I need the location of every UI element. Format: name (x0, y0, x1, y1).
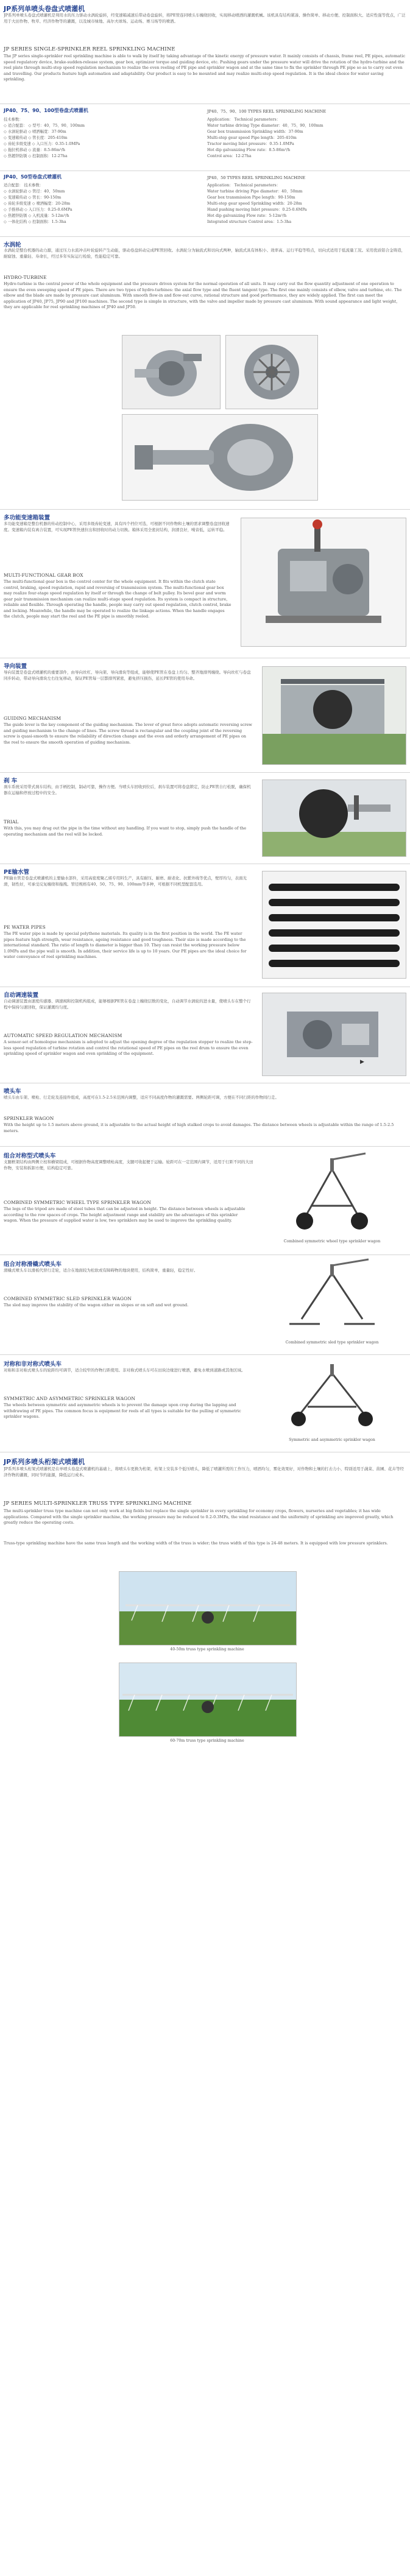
spec-row: ◇ 适合配套： ◇ 型号：40、75、90、100mm (4, 124, 85, 128)
sym-wagon-paragraph-cn: 对称和非对称式喷头车的轮距均可调节，适合较窄的作物行距使用。非对称式喷头车可在田块边缘进行喷洒，避免水喷到道路或其他区域。 (4, 1368, 246, 1373)
spec-list-en (207, 117, 405, 160)
sym-wagon-paragraph-en: The wheels between symmetric and asymmetric wheels is to prevent the damage upon crop during the lapping and withdrawing of PE pipes. The common focus is equipment for reels of all types is suitable for the pulling of symmetric sprinkler wagons. (4, 1402, 241, 1419)
divider (0, 1354, 410, 1355)
divider (0, 509, 410, 510)
section-title-en: MULTI-FUNCTIONAL GEAR BOX (4, 572, 83, 578)
model-title-en: JP40、50 TYPES REEL SPRINKLING MACHINE (207, 175, 306, 180)
section-title-cn: JP系列多喷头桁架式喷灌机 (4, 1458, 85, 1466)
spec-row: ◇ 拖拉机移动 ◇ 流量：8.5-86m³/h (4, 148, 65, 152)
spec-list-cn (4, 183, 199, 225)
spec-row: ◇ 变速箱传动 ◇ 管长：90-150m (4, 195, 62, 200)
divider (0, 1146, 410, 1147)
spec-row: Integrated structure Control area：1.5-3ha (207, 220, 292, 224)
spec-row: Application： Technical parameters： (207, 118, 281, 122)
intro-paragraph-cn: JP系列单喷头卷盘式喷灌机是利用水的压力驱动水涡轮旋转，经变速箱减速后带动卷盘旋转，将PE管连同喷头车缠绕回收，实现移动喷洒的灌溉机械。该机具有结构紧凑、操作简单、移动方便、控制面积大、适应性强等优点，广泛用于大田作物、牧草、经济作物等的灌溉，以及城市绿地、高尔夫球场、运动场、赛马场等的喷洒。 (4, 13, 406, 24)
speed-paragraph-cn: 自动调速装置由速度传感器、调速阀和控制机构组成，能够根据PE管在卷盘上缠绕层数的变化，自动调节水涡轮的进水量，使喷头车在整个行程中保持匀速回收，保证灌溉均匀度。 (4, 999, 251, 1010)
brake-paragraph-en: With this, you may drag out the pipe in the time without any handling. If you want to stop, simply push the handle of the operating mechanism and the reel will be locked. (4, 826, 247, 837)
spec-row: ◇ 一体化结构 ◇ 控制面积：1.5-3ha (4, 220, 66, 224)
brake-paragraph-cn: 刹车系统采用带式刹车结构，由手柄控制，制动可靠，操作方便。当喷头车回收到位后，刹车装置可将卷盘锁定，防止PE管自行松脱，确保机器在运输和停放过程中的安全。 (4, 784, 251, 795)
truss-paragraph-en: The multi-sprinkler truss type machine can not only work at big fields but replace the single sprinkler in every sprinkling for economy crops, flowers, nurseries and vegetables; it has wide applications. Compared with the single sprinkler machine, the working pressure may be reduced to 0.2-0.3MPa, the wind resistance and the uniformity of sprinkling are improved greatly, which greatly reduce the operating costs. (4, 1508, 394, 1525)
section-title-en: AUTOMATIC SPEED REGULATION MECHANISM (4, 1033, 122, 1038)
truss-photo-2 (119, 1663, 297, 1737)
spec-list-en (207, 183, 405, 225)
pe-paragraph-cn: PE输水管是卷盘式喷灌机的主要输水部件，采用高密度聚乙烯专用料生产，具有耐压、耐磨、耐老化、抗紫外线等优点，壁厚均匀，表面光滑，韧性好，可承受反复缠绕和拖拽。管径规格有40、50、75、90、100mm等多种，可根据不同机型配套选用。 (4, 876, 247, 887)
spec-row: ◇ 齿轮多级变速 ◇ 喷洒幅宽：20-28m (4, 202, 71, 206)
section-title-en: HYDRO-TURBINE (4, 275, 47, 280)
speed-paragraph-en: A sensor-set of homologue mechanism is adopted to adjust the opening degree of the regulation stopper to realize the step-less speed regulation of turbine rotation and control the rotational speed of PE pipes on the reel drum to ensure the even sprinkling speed of sprinkler wagon and even sprinkling of the equipment. (4, 1040, 253, 1056)
section-title-en: COMBINED SYMMETRIC SLED SPRINKLER WAGON (4, 1296, 132, 1301)
truss-paragraph-en-2: Truss-type sprinkling machine have the same truss length and the working width of the truss is wider; the truss width of this type is 24-48 meters. It is equipped with low pressure sprinklers. (4, 1541, 388, 1546)
wagon-paragraph-cn: 喷头车由车架、喷枪、行走轮及连接件组成，高度可在1.5-2.5米范围内调整，适应不同高度作物的灌溉需要。两侧轮距可调，方便在不同行距的作物间行走。 (4, 1095, 279, 1100)
spec-row: ◇ 热镀锌防锈 ◇ 控制面积：12-27ha (4, 154, 68, 158)
section-title-cn: 喷头车 (4, 1088, 21, 1095)
turbine-paragraph-cn: 水涡轮是整台机器的动力源，通过压力水流冲击叶轮旋转产生动能，驱动卷盘转动完成PE管回收。水涡轮分为轴流式和切向式两种，轴流式具有体积小、效率高、运行平稳等特点，切向式适用于低流量工况。采用优质铝合金铸造，耐腐蚀、重量轻、寿命长，经过多年实际运行检验，性能稳定可靠。 (4, 248, 406, 259)
brake-photo (262, 779, 406, 857)
section-title-en: SPRINKLER WAGON (4, 1116, 54, 1121)
section-title-cn: 水涡轮 (4, 242, 21, 248)
gearbox-paragraph-cn: 多功能变速箱是整台机器的传动控制中心，采用多级齿轮变速，具有四个档位可选，可根据不同作物和土壤的需求调整卷盘回收速度。变速箱内装有离合装置，可实现PE管快速拉出和回收时的动力切换。箱体采用全密封结构，润滑良好，噪音低，运转平稳。 (4, 521, 230, 532)
model-title-cn: JP40、50型卷盘式喷灌机 (4, 174, 62, 180)
wagon-paragraph-en: With the height up to 1.5 meters above ground, it is adjustable to the actual height of high stalked crops to avoid damages. The distance between wheels is adjustable within the range of 1.5-2.5 meters. (4, 1122, 394, 1133)
section-title-cn: JP系列单喷头卷盘式喷灌机 (4, 5, 85, 13)
spec-row: Gear box transmission Sprinkling width：37-90m (207, 130, 303, 134)
spec-list-cn (4, 117, 199, 160)
pe-paragraph-en: The PE water pipe is made by special polythene materials. Its quality is in the first position in the world. The PE water pipes feature high strength, wear resistance, ageing resistance and good toughness. Their size is made according to the international standard. The ratio of length to diameter is bigger than 10. They can resist the working pressure below 1.0MPa and the pipe wall is smooth. In addition, their service life is up to 10 years. Our PE pipes are the ideal choice for water conveyance of reel sprinkling machines. (4, 931, 247, 959)
spec-row: Control area：12-27ha (207, 154, 252, 158)
intro-paragraph-en: The JP series single-sprinkler reel sprinkling machine is able to walk by itself by taking advantage of the kinetic energy of pressure water. It mainly consists of chassis, frame reel, PE pipes, automatic speed regulatory device, brake-sudden-release system, gear box, optimizer torque and guiding device, etc. Pushing gears under the pressure water will drive the rotation of the hydro-turbine and the reel plate through multi-step speed regulation mechanism to realize the even reeling of PE pipe and sprinkler wagon and at the same time to fix the sprinkler through PE pipe so as to carry out even and travelling. Our products feature high automation and adaptability. Our product is easy to be mounted and may realize multi-step speed regulation. It is the ideal choice for water saving sprinkling. (4, 54, 406, 82)
section-title-cn: 多功能变速箱装置 (4, 515, 51, 521)
spec-row: Application： Technical parameters： (207, 183, 281, 188)
wheel-wagon-caption: Combined symmetric wheel type sprinkler wagon (283, 1239, 381, 1244)
turbine-photo-1 (122, 335, 221, 409)
wheel-wagon-photo (274, 1151, 390, 1236)
truss-paragraph-cn: JP系列多喷头桁架式喷灌机是在单喷头卷盘式喷灌机的基础上，将喷头车更换为桁架，桁架上安装多个低压喷头，降低了喷灌所需的工作压力，喷洒均匀，雾化效果好，对作物和土壤的打击力小，特别适用于蔬菜、苗圃、花卉等经济作物的灌溉，同时节约能源，降低运行成本。 (4, 1466, 404, 1477)
turbine-photo-3 (122, 414, 318, 501)
truss-caption-1: 40-50m truss type sprinkling machine (170, 1647, 244, 1652)
model-title-cn: JP40、75、90、100型卷盘式喷灌机 (4, 108, 88, 113)
speed-mechanism-photo (262, 993, 406, 1076)
spec-row: ◇ 齿轮多级变速 ◇ 入口压力：0.35-1.0MPa (4, 142, 80, 146)
section-title-en: JP SERIES MULTI-SPRINKLER TRUSS TYPE SPRINKLING MACHINE (4, 1501, 192, 1507)
spec-row: Tractor moving Inlet pressure：0.35-1.0MPa (207, 142, 294, 146)
turbine-paragraph-en: Hydro-turbine is the central power of the whole equipment and the pressure driven system for the normal operation of all units. It may carry out the flow quantity adjustment of one operation to ensure the even sweeping speed of PE pipes. There are two types of hydro-turbines: the axial flow type and the fluent tangent type. The first one mainly consists of elbow, valve and turbine, etc. The elbow and the blade are made by pressure cast aluminum. With smooth flow-in and flow-out curve, rational structure and good performance, they are widely applied. The first can meet the application of JP40, JP75, JP90 and JP100 machines. The second type is simple in structure, with the valve and impeller made by pressure cast aluminum. With sound appearance and light weight, they are applicable for reel sprinkling machines of JP40 and JP50. (4, 281, 402, 309)
section-title-en: COMBINED SYMMETRIC WHEEL TYPE SPRINKLER WAGON (4, 1200, 151, 1205)
spec-row: Hot dip galvanizing Flow rate：8.5-86m³/h (207, 148, 291, 152)
section-title-en: SYMMETRIC AND ASYMMETRIC SPRINKLER WAGON (4, 1396, 136, 1401)
section-title-en: PE WATER PIPES (4, 924, 46, 930)
gearbox-photo (241, 518, 406, 647)
spec-row: Hot dip galvanizing Flow rate：5-12m³/h (207, 214, 287, 218)
section-title-cn: PE输水管 (4, 869, 29, 876)
section-title-cn: 组合对称型式喷头车 (4, 1153, 56, 1160)
section-title-en: GUIDING MECHANISM (4, 716, 62, 721)
section-title-cn: 刹 车 (4, 778, 18, 784)
section-title-en: JP SERIES SINGLE-SPRINKLER REEL SPRINKLING MACHINE (4, 46, 175, 52)
sled-wagon-paragraph-en: The sled may improve the stability of the wagon either on slopes or on soft and wet ground. (4, 1303, 189, 1307)
guide-paragraph-en: The guide lever is the key component of the guiding mechanism. The lever of great force adopts automatic reversing screw and guiding mechanism to the change of lines. The screw thread is rectangular and the coupling joint of the reversing screw is quasi-smooth to ensure the reliability of direction change and the even and orderly arrangement of PE pipes on the reel to ensure the smooth operation of guiding mechanism. (4, 722, 252, 745)
spec-row: 适合配套： 技术参数： (4, 183, 43, 188)
sled-wagon-paragraph-cn: 滑橇式喷头车以滑板代替行走轮，适合在地面较为松软或有障碍物的地块使用，结构简单，重量轻，稳定性好。 (4, 1268, 198, 1273)
guide-paragraph-cn: 导向装置是卷盘式喷灌机的重要部件，由导向丝杠、导向架、导向滑块等组成，能够使PE管在卷盘上均匀、整齐地排列缠绕。导向丝杠与卷盘同步转动，带动导向滑块左右往复移动，保证PE管每一层都排列紧密，避免挤压损伤，延长PE管的使用寿命。 (4, 670, 251, 681)
section-title-en: TRIAL (4, 819, 19, 825)
wheel-wagon-paragraph-en: The legs of the tripod are made of steel tubes that can be adjusted in height. The distance between wheels is adjustable according to the row spaces of crops. The height adjustment range and stability are the advantages of this sprinkler wagon. When the pressure of supplied water is low, two sprinklers may be used to improve the sprinkling quality. (4, 1206, 246, 1223)
gearbox-paragraph-en: The multi-functional gear box is the control center for the whole equipment. It fits within the clutch state control, braking, speed regulation, rapid and reversing of transmission system. The multi-functional gear box may realize four-stage speed regulation by itself or through the change of belt pulley. Its bevel gear and worm gear pair transmission mechanism can realize multi-stage speed regulation. Its system is compact in structure, reliable and flexible. Through operating the handle, people may carry out speed regulation, clutch control, brake and locking. Meanwhile, the handle may be operated to realize the linkage actions. When the handle engages the clutch, people may start the reel and the PE pipe is smoothly reeled. (4, 579, 232, 619)
svg-text:▶: ▶ (360, 1059, 364, 1065)
spec-row: Water turbine driving Pipe diameter：40、50mm (207, 189, 303, 194)
model-title-en: JP40、75、90、100 TYPES REEL SPRINKLING MACHINE (207, 109, 327, 114)
spec-row: ◇ 手推移动 ◇ 入口压力：0.25-0.6MPa (4, 208, 72, 212)
spec-row: 技术参数： (4, 118, 23, 122)
pe-pipes-photo (262, 871, 406, 979)
spec-row: ◇ 水涡轮驱动 ◇ 喷洒幅宽：37-90m (4, 130, 66, 134)
truss-caption-2: 60-70m truss type sprinkling machine (170, 1739, 244, 1743)
section-title-cn: 对称和非对称式喷头车 (4, 1361, 62, 1368)
sym-wagon-caption: Symmetric and asymmetric sprinkler wagon (289, 1438, 375, 1442)
spec-row: Water turbine driving Type diameter：40、75、90、100mm (207, 124, 323, 128)
section-title-cn: 导向装置 (4, 663, 27, 670)
section-title-cn: 组合对称滑橇式喷头车 (4, 1261, 62, 1268)
spec-row: Gear box transmission Pipe length：90-150m (207, 195, 295, 200)
turbine-photo-2 (225, 335, 318, 409)
spec-row: Multi-step gear speed Sprinkling width：20-28m (207, 202, 302, 206)
divider (0, 236, 410, 237)
sled-wagon-caption: Combined symmetric sled type sprinkler wagon (285, 1340, 379, 1345)
truss-photo-1 (119, 1571, 297, 1645)
spec-row: ◇ 变速箱传动 ◇ 管长度：205-410m (4, 136, 68, 140)
spec-row: ◇ 水涡轮驱动 ◇ 管径：40、50mm (4, 189, 65, 194)
guide-photo (262, 666, 406, 765)
spec-row: Multi-step gear speed Pipe length：205-410m (207, 136, 297, 140)
section-title-cn: 自动调速装置 (4, 992, 39, 999)
wheel-wagon-paragraph-cn: 支腿框架结构由两侧立柱和横梁组成，可根据作物高度调整喷枪高度，支腿可收起便于运输。轮距可在一定范围内调节，适用于行距不同的大田作物，安装和拆卸方便，结构稳定可靠。 (4, 1160, 253, 1170)
divider (0, 772, 410, 773)
sym-wagon-photo (274, 1358, 390, 1434)
spec-row: Hand pushing moving Inlet pressure：0.25-0.6MPa (207, 208, 307, 212)
sled-wagon-photo (274, 1258, 390, 1337)
spec-row: ◇ 热镀锌防锈 ◇ 入机流量：5-12m³/h (4, 214, 69, 218)
